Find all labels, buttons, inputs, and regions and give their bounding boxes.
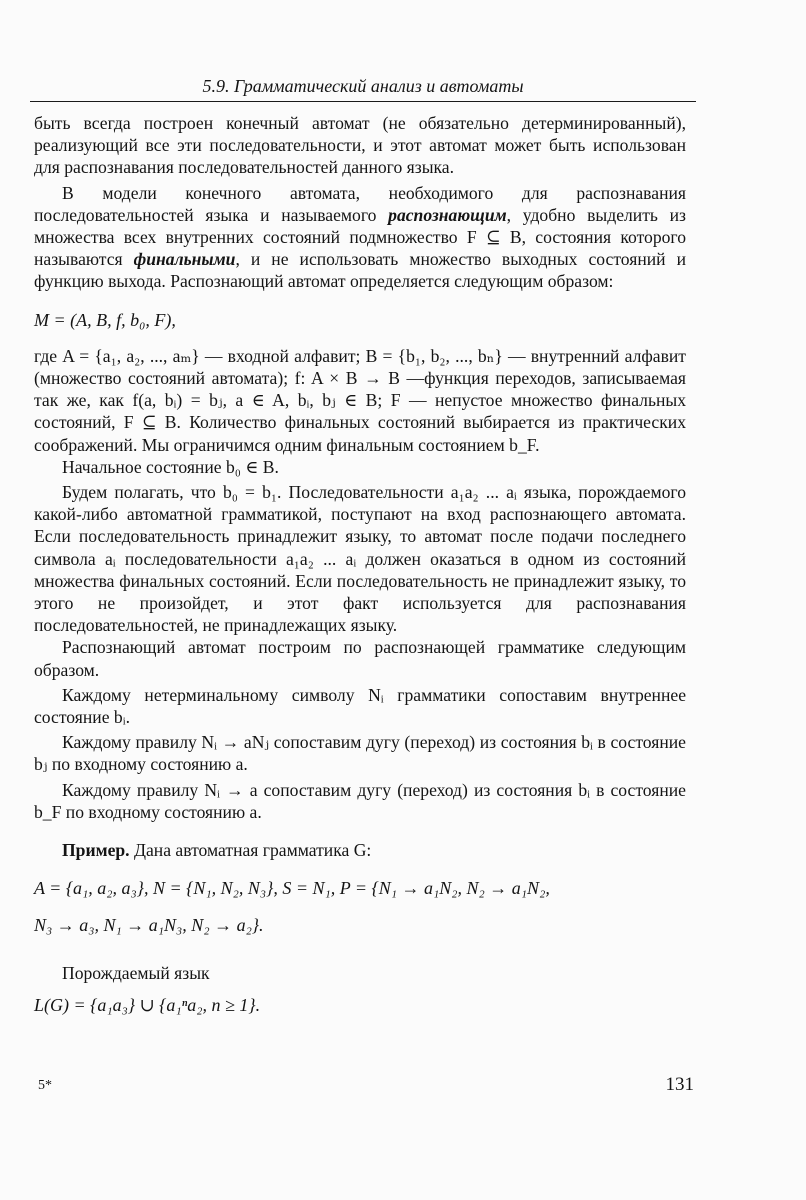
paragraph-rule-arc: Каждому правилу Nᵢ → aNⱼ сопоставим дугу (переход) из состояния bᵢ в состояние bⱼ по входному состоянию a. — [34, 732, 686, 775]
example-heading — [34, 839, 686, 861]
book-page — [34, 76, 686, 1030]
text-fragment: , удобно выделить из множества всех внутренних состояний подмножество F ⊆ B, состояния которого называются — [34, 204, 687, 270]
paragraph-rule-nonterminal: Каждому нетерминальному символу Nᵢ грамматики сопоставим внутреннее состояние bᵢ. — [34, 684, 686, 728]
formula-automaton-definition: M = (A, B, f, b₀, F), — [34, 309, 176, 330]
page-number: 131 — [665, 1074, 694, 1095]
paragraph-alphabet-definitions: где A = {a₁, a₂, ..., aₘ} — входной алфавит; B = {b₁, b₂, ..., bₙ} — внутренний алфавит (множество состояний автомата); f: A × B → B —функция переходов, записываемая так же, как f(a, bᵢ) = bⱼ, a ∈ A, bᵢ, bⱼ ∈ B; F — непустое множество финальных состояний, F ⊆ B. Количество финальных состояний выбирается из практических соображений. Мы ограничимся одним финальным состоянием b_F. — [34, 345, 687, 455]
paragraph-rule-final-arc: Каждому правилу Nᵢ → a сопоставим дугу (переход) из состояния bᵢ в состояние b_F по входному состоянию a. — [34, 779, 686, 822]
running-header: 5.9. Грамматический анализ и автоматы — [30, 76, 696, 102]
formula-grammar-line-1: A = {a₁, a₂, a₃}, N = {N₁, N₂, N₃}, S = N₁, P = {N₁ → a₁N₂, N₂ → a₁N₂, — [34, 878, 550, 899]
page-body — [34, 112, 686, 1016]
paragraph-initial-state: Начальное состояние b₀ ∈ B. — [62, 456, 279, 477]
term-recognizing: распознающим — [388, 204, 507, 225]
paragraph-construction: Распознающий автомат построим по распознающей грамматике следующим образом. — [34, 637, 686, 680]
language-label: Порождаемый язык — [62, 962, 210, 983]
paragraph-intro: быть всегда построен конечный автомат (не обязательно детерминированный), реализующий все эти последовательности, и этот автомат может быть использован для распознавания последовательностей данного языка. — [34, 113, 686, 178]
term-final: финальными — [133, 249, 236, 270]
example-text: Дана автоматная грамматика G: — [129, 840, 372, 861]
formula-grammar-line-2: N₃ → a₃, N₁ → a₁N₃, N₂ → a₂}. — [34, 914, 264, 935]
formula-language: L(G) = {a₁a₃} ∪ {a₁ⁿa₂, n ≥ 1}. — [34, 994, 261, 1015]
text-fragment: В модели конечного автомата, необходимого для распознавания последовательностей языка и называемого — [34, 182, 686, 225]
paragraph-sequences: Будем полагать, что b₀ = b₁. Последовательности a₁a₂ ... aᵢ языка, порождаемого какой-либо автоматной грамматикой, поступают на вход распознающего автомата. Если последовательность принадлежит языку, то автомат после подачи последнего символа aᵢ последовательности a₁a₂ ... aᵢ должен оказаться в одном из состояний множества финальных состояний. Если последовательность не принадлежит языку, то этого не произойдет, и этот факт используется для распознавания последовательностей, не принадлежащих языку. — [34, 482, 686, 636]
signature-mark: 5* — [38, 1078, 52, 1093]
example-label: Пример. — [62, 840, 130, 861]
paragraph-recognizer-model — [34, 182, 686, 293]
text-fragment: , и не использовать множество выходных состояний и функцию выхода. Распознающий автомат определяется следующим образом: — [34, 249, 687, 292]
